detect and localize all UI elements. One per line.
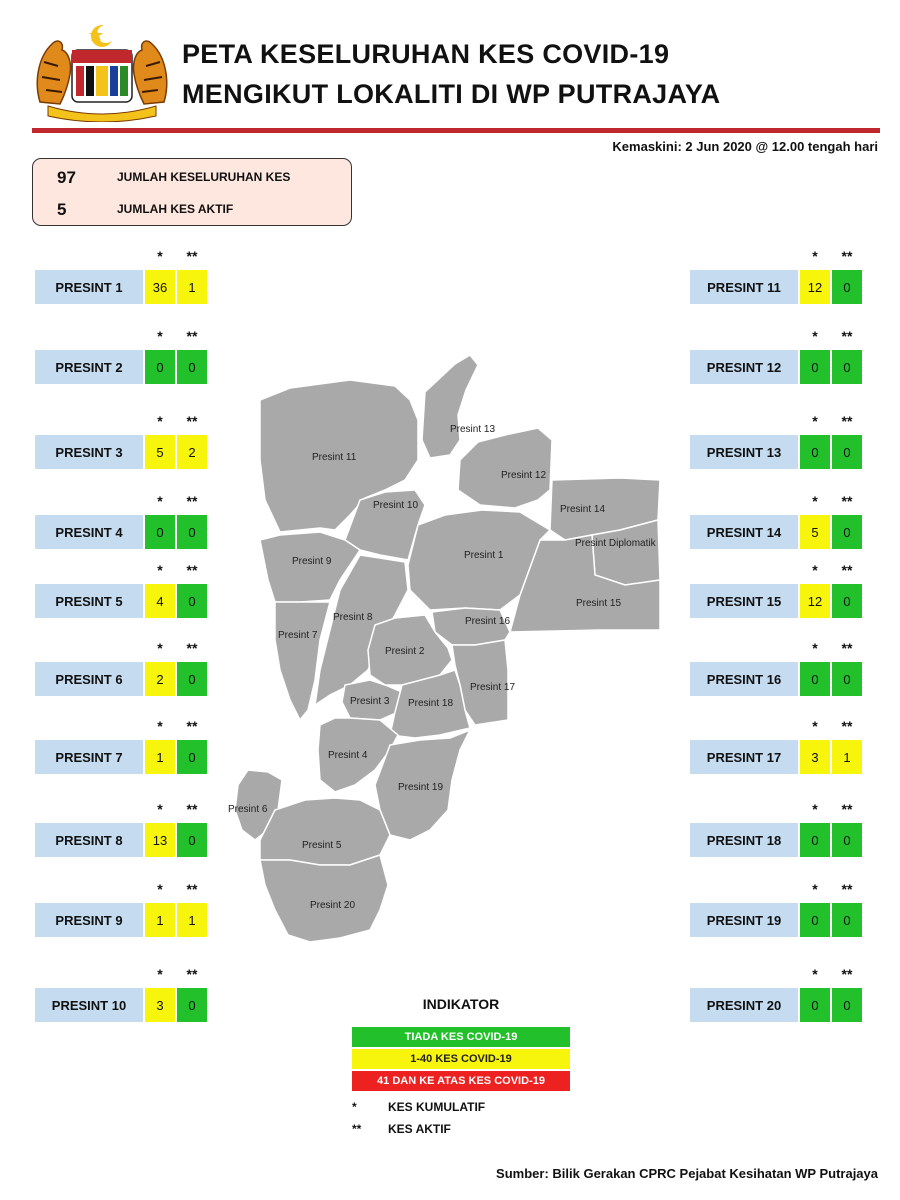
cumulative-cases-cell: 5: [145, 435, 175, 469]
active-cases-value: 5: [57, 200, 67, 219]
presint-row-left-6: [35, 718, 207, 774]
cumulative-cases-cell: 2: [145, 662, 175, 696]
presint-row-left-0: [35, 248, 207, 304]
summary-box: [32, 158, 352, 226]
cumulative-cases-cell: 1: [145, 903, 175, 937]
map-label-presint-5: Presint 5: [302, 840, 342, 851]
cumulative-cases-cell: 12: [800, 584, 830, 618]
presint-label: PRESINT 12: [690, 350, 798, 384]
presint-row-left-2: [35, 413, 207, 469]
presint-label: PRESINT 14: [690, 515, 798, 549]
presint-label: PRESINT 11: [690, 270, 798, 304]
presint-label: PRESINT 6: [35, 662, 143, 696]
active-cases-label: JUMLAH KES AKTIF: [117, 202, 234, 216]
cumulative-star: *: [157, 966, 163, 982]
active-star: **: [841, 328, 853, 344]
cumulative-cases-cell: 13: [145, 823, 175, 857]
active-cases-cell: 0: [177, 350, 207, 384]
active-star: **: [841, 493, 853, 509]
cumulative-star: *: [157, 562, 163, 578]
map-label-presint-3: Presint 3: [350, 696, 390, 707]
active-cases-cell: 0: [832, 270, 862, 304]
active-cases-cell: 0: [177, 823, 207, 857]
presint-row-left-5: [35, 640, 207, 696]
map-label-presint-10: Presint 10: [373, 500, 419, 511]
cumulative-cases-cell: 0: [800, 823, 830, 857]
active-cases-cell: 0: [832, 662, 862, 696]
map-label-presint-11: Presint 11: [312, 452, 357, 463]
total-cases-row: [33, 168, 351, 188]
presint-label: PRESINT 4: [35, 515, 143, 549]
page-title: [182, 34, 720, 114]
cumulative-star: *: [157, 640, 163, 656]
title-line-2: MENGIKUT LOKALITI DI WP PUTRAJAYA: [182, 79, 721, 109]
active-cases-cell: 0: [832, 823, 862, 857]
note-cumulative-label: KES KUMULATIF: [388, 1100, 486, 1114]
presint-label: PRESINT 18: [690, 823, 798, 857]
presint-row-right-2: [690, 413, 862, 469]
active-star: **: [186, 801, 198, 817]
coat-of-arms-logo: [34, 22, 170, 122]
presint-label: PRESINT 3: [35, 435, 143, 469]
legend-title: INDIKATOR: [422, 996, 500, 1012]
active-cases-cell: 2: [177, 435, 207, 469]
active-star: **: [186, 248, 198, 264]
presint-label: PRESINT 8: [35, 823, 143, 857]
note-active-label: KES AKTIF: [388, 1122, 451, 1136]
putrajaya-map: [220, 340, 670, 950]
map-label-presint-8: Presint 8: [333, 612, 373, 623]
map-label-presint-12: Presint 12: [501, 470, 547, 481]
active-cases-cell: 0: [832, 435, 862, 469]
presint-row-left-8: [35, 881, 207, 937]
map-region-presint-5: [260, 798, 390, 865]
cumulative-star: *: [812, 248, 818, 264]
cumulative-star: *: [157, 493, 163, 509]
cumulative-star: *: [157, 801, 163, 817]
map-label-presint-20: Presint 20: [310, 900, 356, 911]
cumulative-star: *: [812, 718, 818, 734]
map-label-presint-6: Presint 6: [228, 804, 268, 815]
presint-row-right-3: [690, 493, 862, 549]
presint-label: PRESINT 1: [35, 270, 143, 304]
presint-row-left-4: [35, 562, 207, 618]
map-label-presint-2: Presint 2: [385, 646, 425, 657]
active-star: **: [186, 881, 198, 897]
note-double-star: **: [352, 1122, 362, 1136]
cumulative-cases-cell: 36: [145, 270, 175, 304]
map-label-presint-17: Presint 17: [470, 682, 516, 693]
header-divider: [32, 128, 880, 133]
active-cases-row: [33, 200, 351, 220]
presint-label: PRESINT 13: [690, 435, 798, 469]
active-cases-cell: 0: [177, 988, 207, 1022]
presint-label: PRESINT 19: [690, 903, 798, 937]
cumulative-cases-cell: 0: [145, 515, 175, 549]
cumulative-star: *: [812, 493, 818, 509]
presint-row-right-0: [690, 248, 862, 304]
active-star: **: [186, 640, 198, 656]
presint-row-right-4: [690, 562, 862, 618]
cumulative-star: *: [812, 881, 818, 897]
active-cases-cell: 0: [832, 350, 862, 384]
presint-label: PRESINT 2: [35, 350, 143, 384]
map-region-presint-12: [458, 428, 552, 508]
cumulative-star: *: [812, 413, 818, 429]
active-cases-cell: 1: [832, 740, 862, 774]
cumulative-cases-cell: 3: [145, 988, 175, 1022]
cumulative-cases-cell: 0: [800, 350, 830, 384]
active-star: **: [841, 718, 853, 734]
active-star: **: [186, 562, 198, 578]
active-star: **: [841, 966, 853, 982]
map-label-presint-1: Presint 1: [464, 550, 504, 561]
presint-label: PRESINT 17: [690, 740, 798, 774]
cumulative-cases-cell: 1: [145, 740, 175, 774]
total-cases-value: 97: [57, 168, 76, 187]
legend-green: TIADA KES COVID-19: [352, 1027, 570, 1047]
source-note: Sumber: Bilik Gerakan CPRC Pejabat Kesihatan WP Putrajaya: [496, 1166, 878, 1181]
map-label-presint-15: Presint 15: [576, 598, 622, 609]
cumulative-star: *: [157, 248, 163, 264]
title-line-1: PETA KESELURUHAN KES COVID-19: [182, 39, 670, 69]
cumulative-star: *: [157, 328, 163, 344]
active-star: **: [841, 248, 853, 264]
active-cases-cell: 0: [832, 903, 862, 937]
presint-row-left-7: [35, 801, 207, 857]
cumulative-cases-cell: 0: [800, 903, 830, 937]
cumulative-star: *: [157, 413, 163, 429]
active-star: **: [186, 413, 198, 429]
presint-row-right-6: [690, 718, 862, 774]
presint-label: PRESINT 7: [35, 740, 143, 774]
cumulative-star: *: [157, 881, 163, 897]
cumulative-cases-cell: 5: [800, 515, 830, 549]
active-star: **: [186, 493, 198, 509]
active-cases-cell: 0: [177, 740, 207, 774]
map-label-presint-14: Presint 14: [560, 504, 606, 515]
cumulative-star: *: [812, 328, 818, 344]
active-cases-cell: 0: [832, 515, 862, 549]
active-star: **: [186, 328, 198, 344]
active-cases-cell: 0: [177, 662, 207, 696]
presint-label: PRESINT 5: [35, 584, 143, 618]
cumulative-star: *: [812, 562, 818, 578]
map-label-presint-7: Presint 7: [278, 630, 318, 641]
presint-row-right-8: [690, 881, 862, 937]
legend-red: 41 DAN KE ATAS KES COVID-19: [352, 1071, 570, 1091]
map-label-presint-16: Presint 16: [465, 616, 511, 627]
active-cases-cell: 0: [177, 515, 207, 549]
active-cases-cell: 1: [177, 903, 207, 937]
cumulative-star: *: [157, 718, 163, 734]
presint-label: PRESINT 10: [35, 988, 143, 1022]
map-label-presint-9: Presint 9: [292, 556, 332, 567]
cumulative-star: *: [812, 640, 818, 656]
cumulative-cases-cell: 0: [800, 435, 830, 469]
cumulative-cases-cell: 0: [800, 662, 830, 696]
presint-label: PRESINT 20: [690, 988, 798, 1022]
map-region-presint-20: [260, 855, 388, 942]
active-star: **: [841, 562, 853, 578]
presint-row-right-1: [690, 328, 862, 384]
active-cases-cell: 0: [832, 584, 862, 618]
cumulative-star: *: [812, 966, 818, 982]
legend-yellow: 1-40 KES COVID-19: [352, 1049, 570, 1069]
map-label-presint-diplomatik: Presint Diplomatik: [575, 538, 656, 549]
presint-row-left-1: [35, 328, 207, 384]
active-star: **: [186, 718, 198, 734]
active-cases-cell: 1: [177, 270, 207, 304]
map-region-presint-13: [422, 355, 478, 458]
map-label-presint-19: Presint 19: [398, 782, 444, 793]
active-cases-cell: 0: [177, 584, 207, 618]
active-star: **: [841, 881, 853, 897]
presint-row-right-9: [690, 966, 862, 1022]
presint-row-right-5: [690, 640, 862, 696]
cumulative-cases-cell: 0: [800, 988, 830, 1022]
presint-row-left-3: [35, 493, 207, 549]
updated-timestamp: Kemaskini: 2 Jun 2020 @ 12.00 tengah hari: [612, 139, 878, 154]
active-star: **: [841, 640, 853, 656]
presint-label: PRESINT 16: [690, 662, 798, 696]
active-cases-cell: 0: [832, 988, 862, 1022]
cumulative-cases-cell: 3: [800, 740, 830, 774]
active-star: **: [841, 413, 853, 429]
cumulative-cases-cell: 0: [145, 350, 175, 384]
map-label-presint-18: Presint 18: [408, 698, 454, 709]
total-cases-label: JUMLAH KESELURUHAN KES: [117, 170, 291, 184]
note-single-star: *: [352, 1100, 357, 1114]
active-star: **: [841, 801, 853, 817]
presint-row-right-7: [690, 801, 862, 857]
map-label-presint-4: Presint 4: [328, 750, 368, 761]
cumulative-star: *: [812, 801, 818, 817]
map-label-presint-13: Presint 13: [450, 424, 496, 435]
cumulative-cases-cell: 4: [145, 584, 175, 618]
presint-label: PRESINT 15: [690, 584, 798, 618]
presint-row-left-9: [35, 966, 207, 1022]
presint-label: PRESINT 9: [35, 903, 143, 937]
active-star: **: [186, 966, 198, 982]
cumulative-cases-cell: 12: [800, 270, 830, 304]
